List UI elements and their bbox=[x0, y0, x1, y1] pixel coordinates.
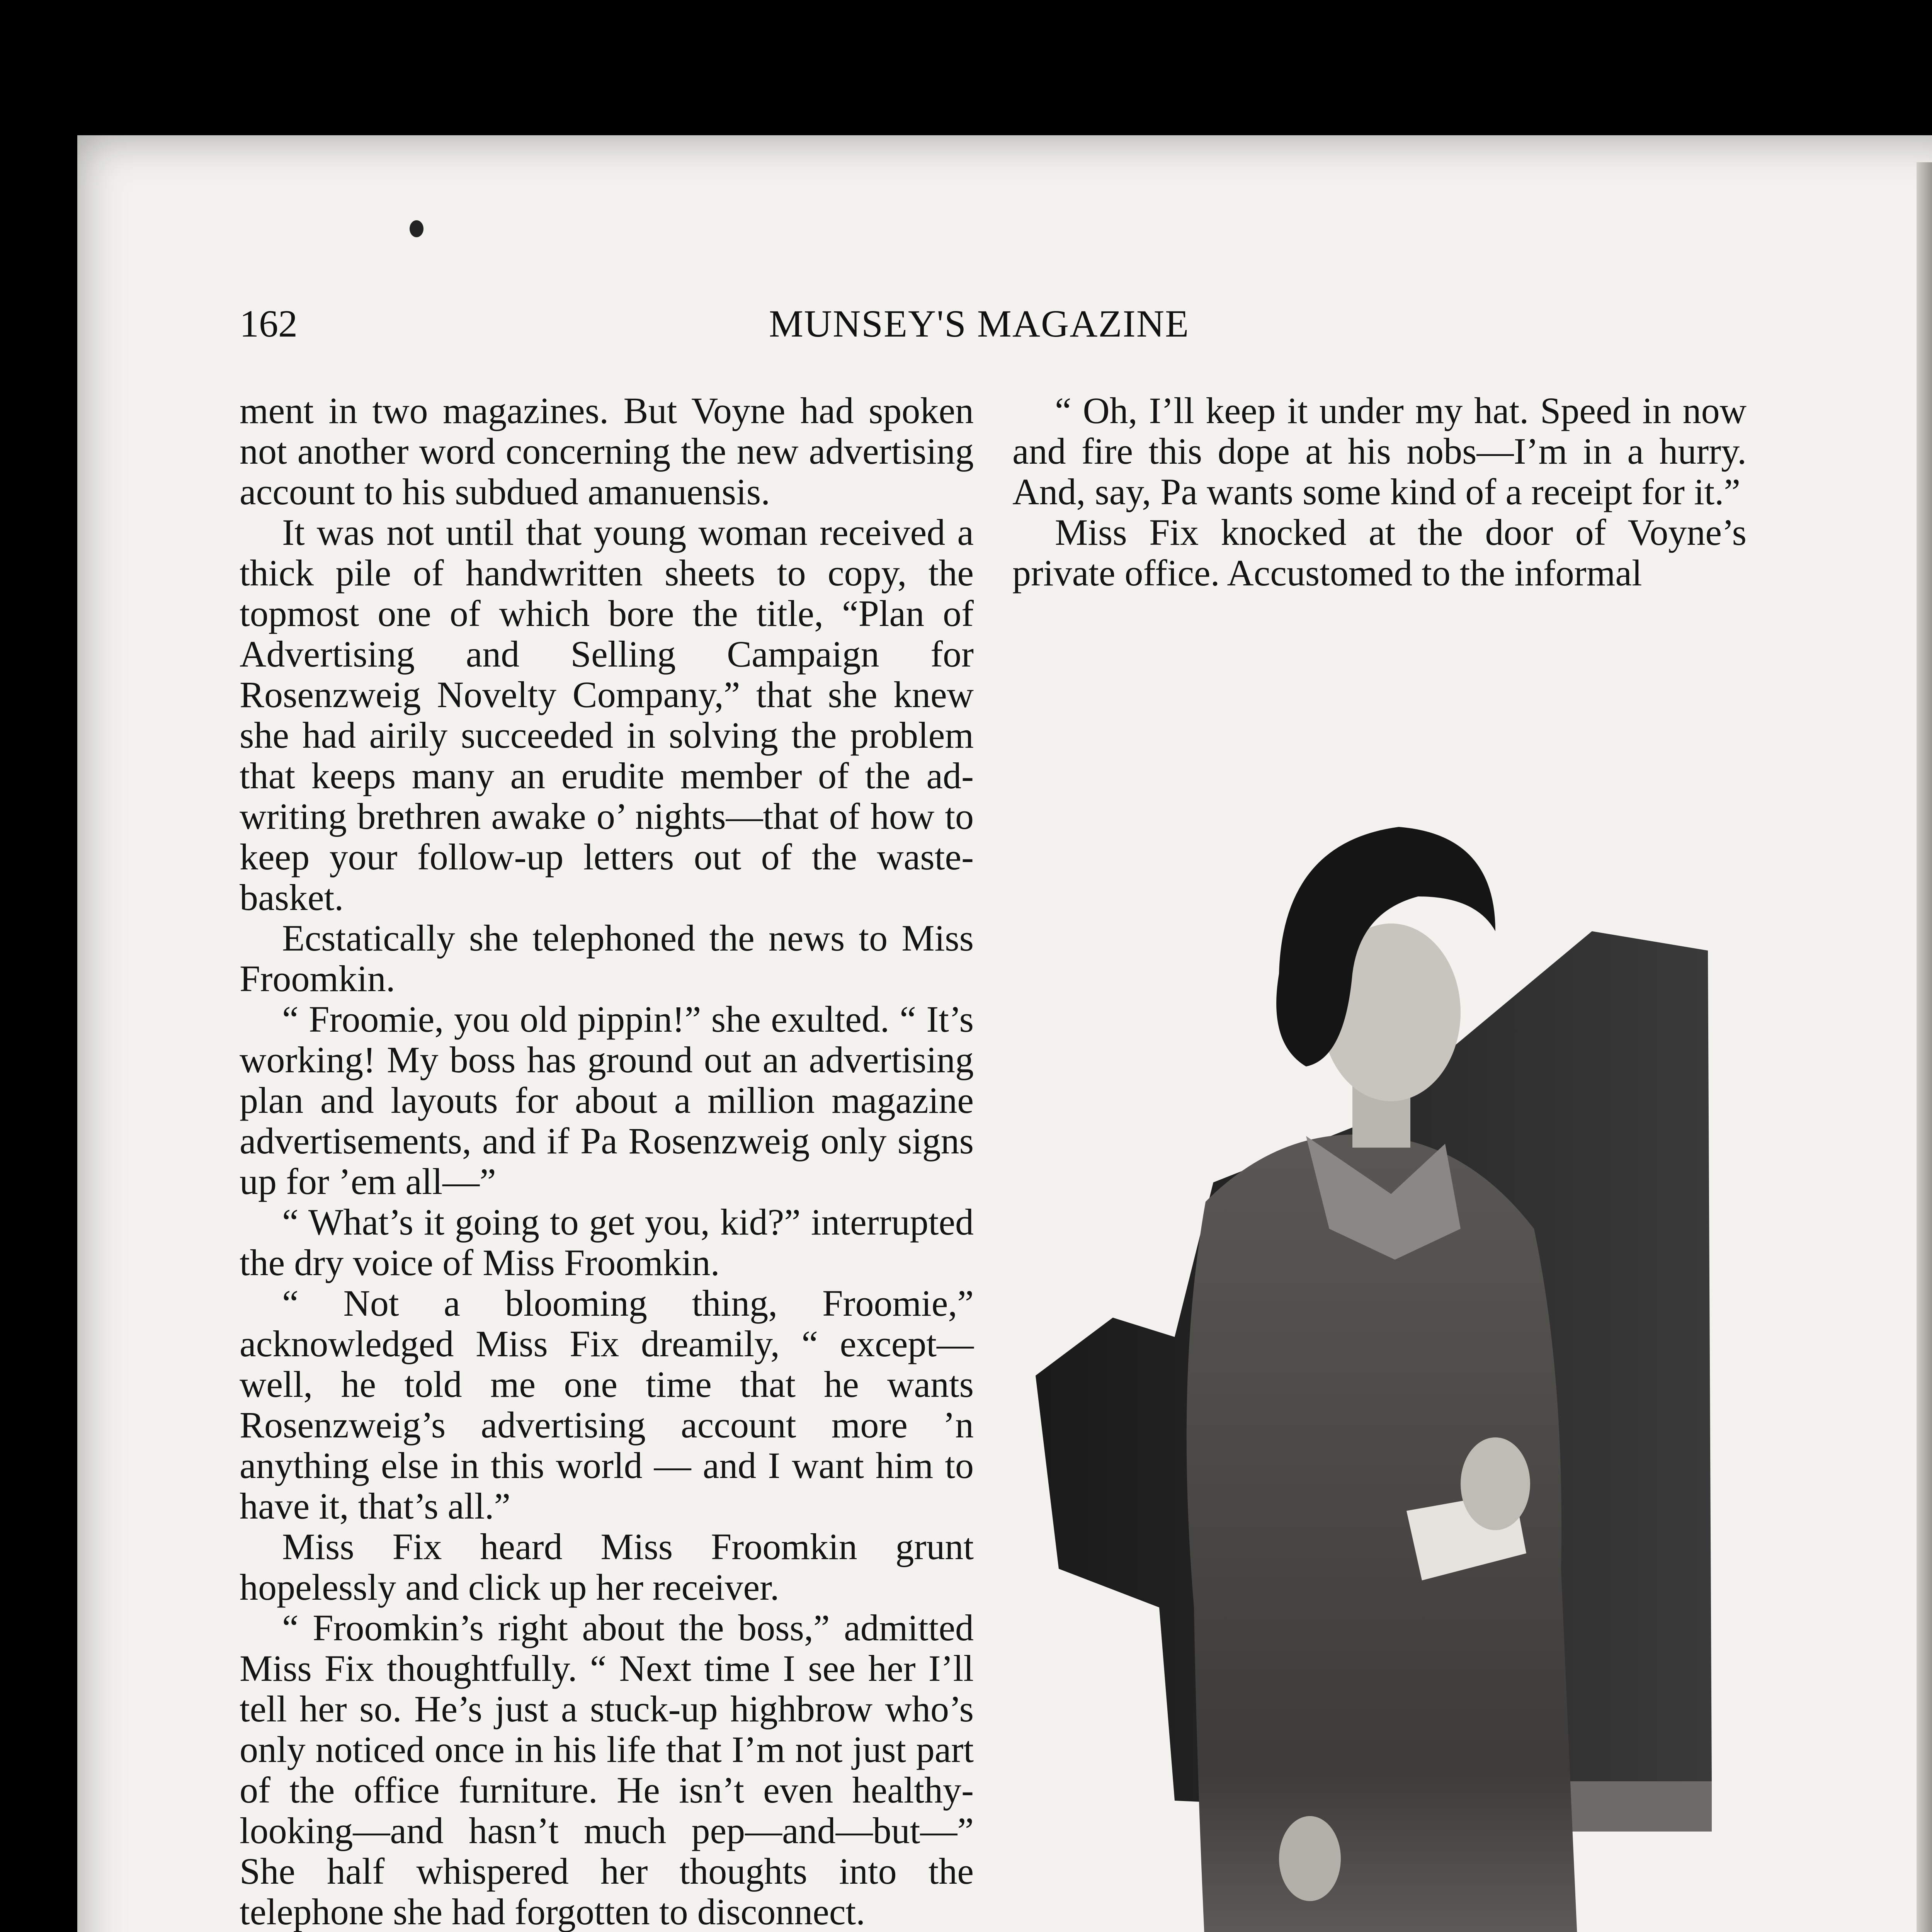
magazine-title: MUNSEY'S MAGAZINE bbox=[769, 302, 1190, 345]
paragraph: Miss Fix heard Miss Froomkin grunt hopelessly and click up her receiver. bbox=[240, 1526, 974, 1608]
ink-speck bbox=[410, 220, 423, 237]
right-column-top bbox=[1012, 390, 1747, 593]
paragraph: ment in two magazines. But Voyne had spoken not another word concerning the new advertising account to his subdued amanuensis. bbox=[240, 390, 974, 512]
paragraph: “ Not a blooming thing, Froomie,” acknowledged Miss Fix dreamily, “ except—well, he told me one time that he wants Rosenzweig’s advertising account more ’n anything else in this world — and I want him to have it, that’s all.” bbox=[240, 1282, 974, 1527]
paragraph: It was not until that young woman received a thick pile of handwritten sheets to copy, the topmost one of which bore the title, “Plan of Advertising and Selling Campaign for Rosenzweig Novelty Company,” that she knew she had airily succeeded in solving the problem that keeps many an erudite member of the ad-writing brethren awake o’ nights—that of how to keep your follow-up letters out of the waste-basket. bbox=[240, 512, 974, 918]
paragraph: “ Froomkin’s right about the boss,” admitted Miss Fix thoughtfully. “ Next time I see her I’ll tell her so. He’s just a stuck-up highbrow who’s only noticed once in his life that I’m not just part of the office furniture. He isn’t even healthy-looking—and hasn’t much pep—and—but—” She half whispered her thoughts into the telephone she had forgotten to disconnect. bbox=[240, 1607, 974, 1932]
book-spine bbox=[1917, 162, 1932, 1932]
lower-hand bbox=[1279, 1816, 1341, 1901]
woman-illustration bbox=[1012, 680, 1747, 1932]
paragraph: Ecstatically she telephoned the news to Miss Froomkin. bbox=[240, 917, 974, 999]
paragraph: “ Froomie, you old pippin!” she exulted. “ It’s working! My boss has ground out an advertising plan and layouts for about a million magazine advertisements, and if Pa Rosenzweig only signs up for ’em all—” bbox=[240, 998, 974, 1202]
page-number: 162 bbox=[240, 302, 298, 345]
hand bbox=[1461, 1437, 1530, 1530]
left-column bbox=[240, 390, 974, 1932]
paragraph: Miss Fix knocked at the door of Voyne’s private office. Accustomed to the informal bbox=[1012, 512, 1747, 594]
running-head bbox=[240, 301, 1727, 352]
paragraph: “ Oh, I’ll keep it under my hat. Speed in now and fire this dope at his nobs—I’m in a hurry. And, say, Pa wants some kind of a receipt for it.” bbox=[1012, 390, 1747, 512]
paragraph: “ What’s it going to get you, kid?” interrupted the dry voice of Miss Froomkin. bbox=[240, 1201, 974, 1283]
